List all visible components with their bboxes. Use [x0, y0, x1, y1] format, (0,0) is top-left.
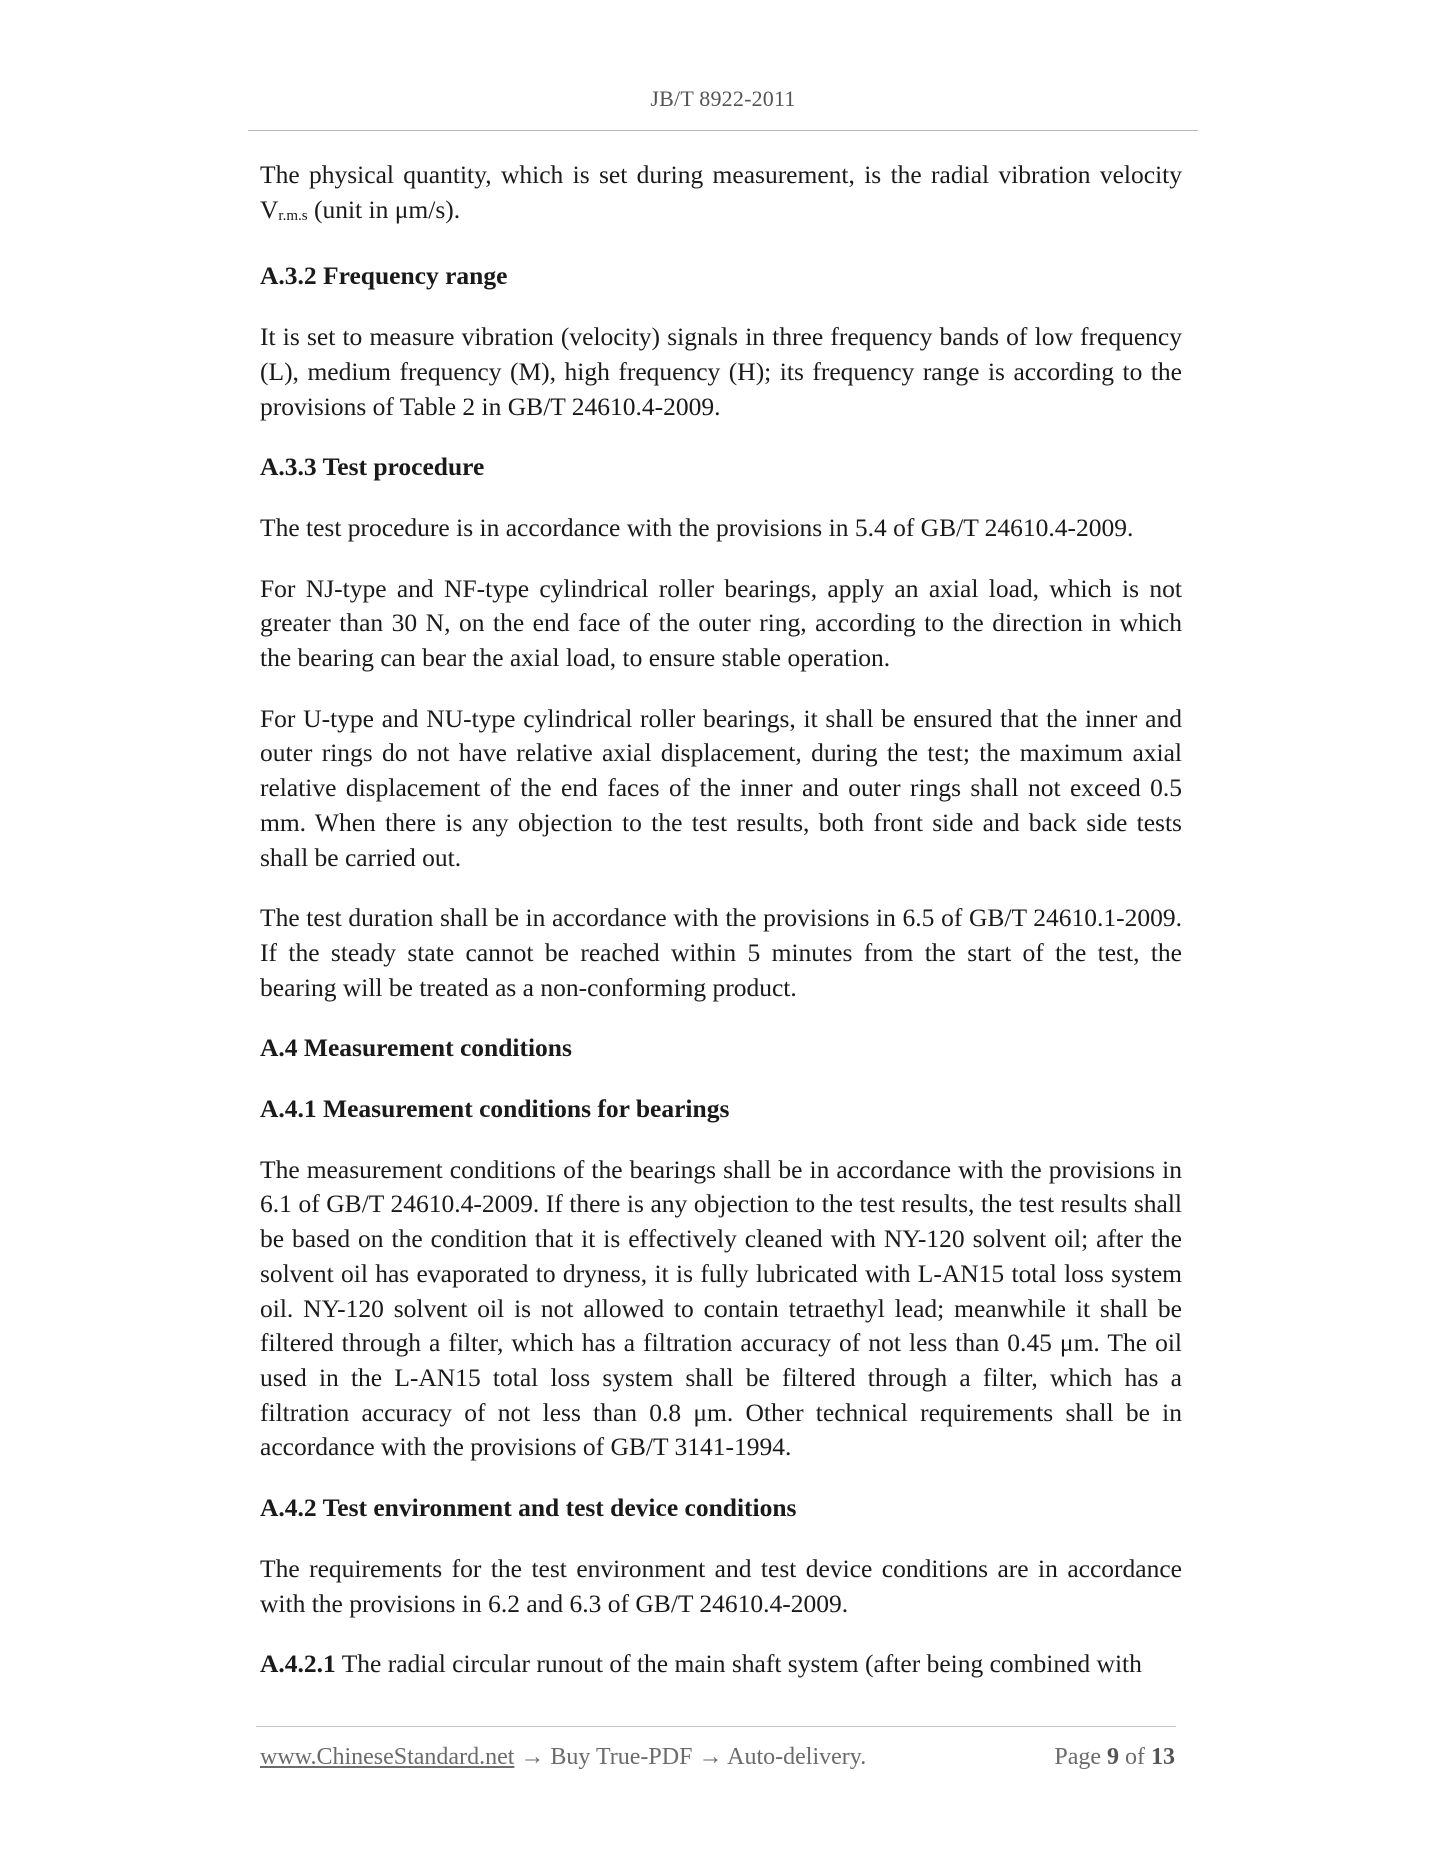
clause-number-a421: A.4.2.1 — [260, 1649, 336, 1679]
paragraph-frequency-range: It is set to measure vibration (velocity) signals in three frequency bands of low frequency (L), medium frequency (M), high frequency (H); its frequency range is according to the provisions of Table 2 in GB/T 24610.4-2009. — [260, 322, 1182, 421]
paragraph-test-environment: The requirements for the test environment and test device conditions are in accordance with the provisions in 6.2 and 6.3 of GB/T 24610.4-2009. — [260, 1553, 1182, 1618]
page-number — [1054, 1744, 1175, 1771]
heading-a32: A.3.2 Frequency range — [260, 261, 508, 291]
heading-a4: A.4 Measurement conditions — [260, 1033, 572, 1063]
buy-true-pdf-text: Buy True-PDF — [550, 1744, 693, 1770]
current-page: 9 — [1107, 1744, 1119, 1770]
paragraph-text: The radial circular runout of the main shaft system (after being combined with — [335, 1649, 1142, 1679]
paragraph-text: The physical quantity, which is set during measurement, is the radial vibration velocity V — [260, 160, 1182, 224]
arrow-icon: → — [514, 1744, 551, 1770]
heading-a33: A.3.3 Test procedure — [260, 452, 485, 482]
paragraph-a421 — [260, 1647, 1182, 1682]
document-body — [260, 158, 1182, 1708]
paragraph-u-nu-bearings: For U-type and NU-type cylindrical roller bearings, it shall be ensured that the inner and outer rings do not have relative axial displacement, during the test; the maximum axial relative displacement of the end faces of the inner and outer rings shall not exceed 0.5 mm. When there is any objection to the test results, both front side and back side tests shall be carried out. — [260, 703, 1182, 872]
heading-a41: A.4.1 Measurement conditions for bearings — [260, 1094, 730, 1124]
paragraph-nj-nf-bearings: For NJ-type and NF-type cylindrical roller bearings, apply an axial load, which is not greater than 30 N, on the end face of the outer ring, according to the direction in which the bearing can bear the axial load, to ensure stable operation. — [260, 573, 1182, 673]
subscript-rms: r.m.s — [278, 207, 308, 224]
page-label: Page — [1054, 1744, 1107, 1770]
footer-divider — [256, 1726, 1176, 1727]
header-divider — [248, 130, 1198, 131]
page-header: JB/T 8922-2011 — [650, 86, 796, 111]
paragraph-text-tail: (unit in μm/s). — [307, 194, 461, 224]
website-link[interactable]: www.ChineseStandard.net — [260, 1744, 515, 1770]
arrow-icon: → — [692, 1744, 728, 1770]
total-pages: 13 — [1151, 1744, 1175, 1770]
paragraph-test-procedure: The test procedure is in accordance with the provisions in 5.4 of GB/T 24610.4-2009. — [260, 512, 1134, 542]
paragraph-test-duration: The test duration shall be in accordance with the provisions in 6.5 of GB/T 24610.1-2009. If the steady state cannot be reached within 5 minutes from the start of the test, the bearing will be treated as a non-conforming product. — [260, 903, 1182, 1002]
of-label: of — [1119, 1744, 1151, 1770]
footer-promo — [260, 1744, 866, 1771]
auto-delivery-text: Auto-delivery. — [727, 1744, 867, 1770]
heading-a42: A.4.2 Test environment and test device conditions — [260, 1493, 797, 1523]
paragraph-bearing-conditions: The measurement conditions of the bearings shall be in accordance with the provisions in 6.1 of GB/T 24610.4-2009. If there is any objection to the test results, the test results shall be based on the condition that it is effectively cleaned with NY-120 solvent oil; after the solvent oil has evaporated to dryness, it is fully lubricated with L-AN15 total loss system oil. NY-120 solvent oil is not allowed to contain tetraethyl lead; meanwhile it shall be filtered through a filter, which has a filtration accuracy of not less than 0.45 μm. The oil used in the L-AN15 total loss system shall be filtered through a filter, which has a filtration accuracy of not less than 0.8 μm. Other technical requirements shall be in accordance with the provisions of GB/T 3141-1994. — [260, 1154, 1182, 1462]
paragraph-physical-quantity — [260, 158, 1182, 233]
